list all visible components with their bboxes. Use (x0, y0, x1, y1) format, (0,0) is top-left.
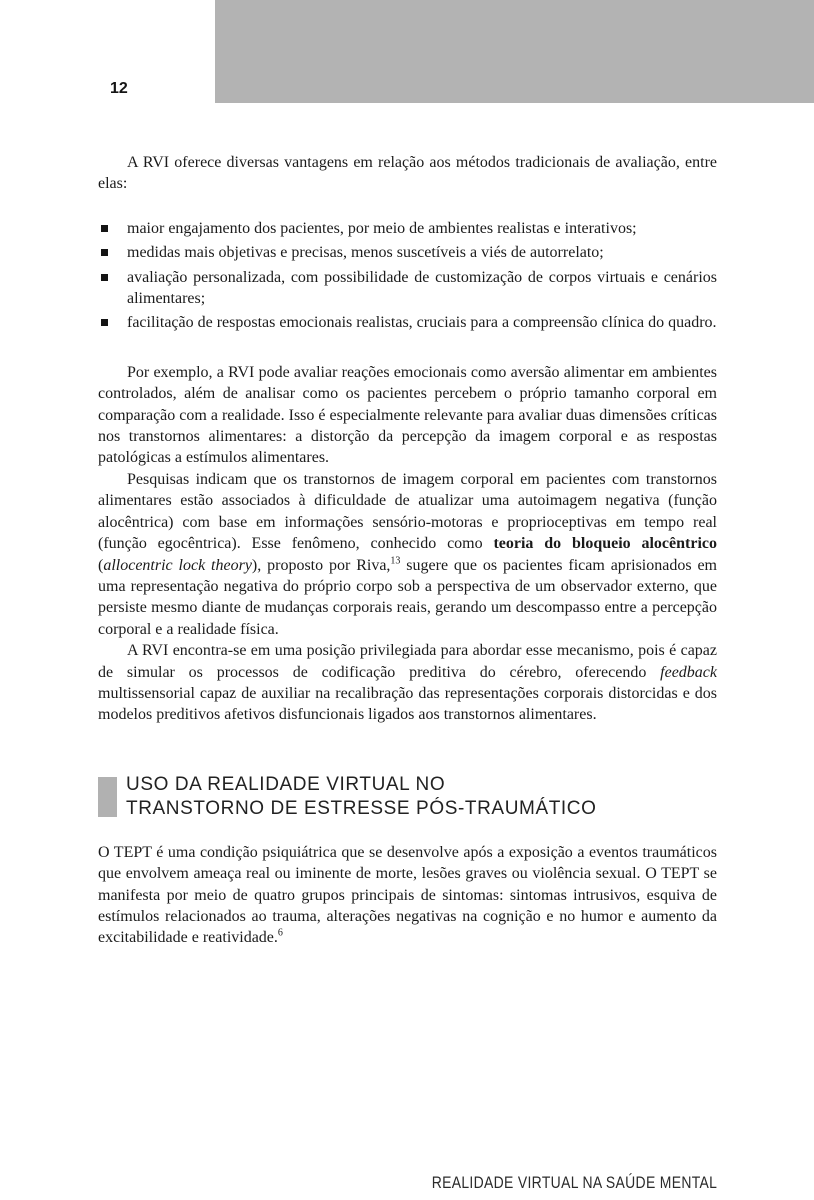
text-run: Pesquisas indicam que os transtornos de imagem corporal em pacientes com transtornos alimentares estão associados à dificuldade de atualizar uma autoimagem negativa (função alocêntrica) com base em informações sensório-motoras e proprioceptivas em tempo real (função egocêntrica). Esse fenômeno, conhecido como (98, 470, 717, 553)
list-item-text: maior engajamento dos pacientes, por meio de ambientes realistas e interativos; (127, 219, 637, 237)
section-heading-line-2: TRANSTORNO DE ESTRESSE PÓS-TRAUMÁTICO (126, 797, 597, 819)
square-bullet-icon (101, 249, 108, 256)
text-run: teoria do bloqueio alocêntrico (493, 535, 718, 553)
section-marker (98, 777, 117, 817)
list-item (98, 218, 717, 239)
square-bullet-icon (101, 225, 108, 232)
list-item-text: facilitação de respostas emocionais realistas, cruciais para a compreensão clínica do quadro. (127, 314, 717, 332)
advantages-list (98, 218, 717, 334)
running-header-title: REALIDADE VIRTUAL NA SAÚDE MENTAL (431, 1173, 717, 1192)
text-run: O TEPT é uma condição psiquiátrica que se desenvolve após a exposição a eventos traumáticos que envolvem ameaça real ou iminente de morte, lesões graves ou violência sexual. O TEPT se manifesta por meio de quatro grupos principais de sintomas: sintomas intrusivos, esquiva de estímulos relacionados ao trauma, alterações negativas na cognição e no humor e aumento da excitabilidade e reatividade. (98, 843, 717, 947)
square-bullet-icon (101, 319, 108, 326)
text-run: sugere que os pacientes ficam aprisionados em uma representação negativa do próprio corpo sob a perspectiva de um observador externo, que persiste mesmo diante de mudanças corporais reais, gerando um descompasso entre a percepção corporal e a realidade física. (98, 556, 717, 638)
page-number: 12 (110, 80, 128, 97)
section-heading (98, 773, 717, 821)
intro-paragraph (98, 152, 717, 195)
text-run: A RVI oferece diversas vantagens em relação aos métodos tradicionais de avaliação, entre elas: (98, 154, 717, 193)
footnote-reference: 6 (277, 928, 283, 940)
list-item (98, 312, 717, 333)
text-run: ( (98, 556, 104, 574)
list-item (98, 267, 717, 310)
section-heading-text (126, 773, 597, 821)
body-paragraph-example (98, 362, 717, 469)
text-run: ), proposto por Riva, (251, 556, 391, 574)
tept-paragraph (98, 842, 717, 949)
body-paragraph-allocentric-lock (98, 469, 717, 640)
list-item (98, 242, 717, 263)
section-heading-line-1: USO DA REALIDADE VIRTUAL NO (126, 773, 446, 795)
text-run: A RVI encontra-se em uma posição privilegiada para abordar esse mecanismo, pois é capaz de simular os processos de codificação preditiva do cérebro, oferecendo (98, 642, 717, 681)
footnote-reference: 13 (390, 555, 401, 567)
text-run: Por exemplo, a RVI pode avaliar reações emocionais como aversão alimentar em ambientes controlados, além de analisar como os pacientes percebem o próprio tamanho corporal em comparação com a realidade. Isso é especialmente relevante para avaliar duas dimensões críticas nos transtornos alimentares: a distorção da percepção da imagem corporal e as respostas patológicas a estímulos alimentares. (98, 363, 717, 467)
square-bullet-icon (101, 274, 108, 281)
text-run: multissensorial capaz de auxiliar na recalibração das representações corporais distorcidas e dos modelos preditivos afetivos disfuncionais ligados aos transtornos alimentares. (98, 684, 717, 724)
list-item-text: medidas mais objetivas e precisas, menos suscetíveis a viés de autorrelato; (127, 244, 604, 262)
page-body (98, 152, 717, 949)
body-paragraph-rvi-position (98, 640, 717, 726)
running-header-bar (215, 0, 814, 103)
list-item-text: avaliação personalizada, com possibilidade de customização de corpos virtuais e cenários alimentares; (127, 268, 717, 308)
text-run: allocentric lock theory (103, 556, 252, 574)
text-run: feedback (660, 663, 717, 681)
